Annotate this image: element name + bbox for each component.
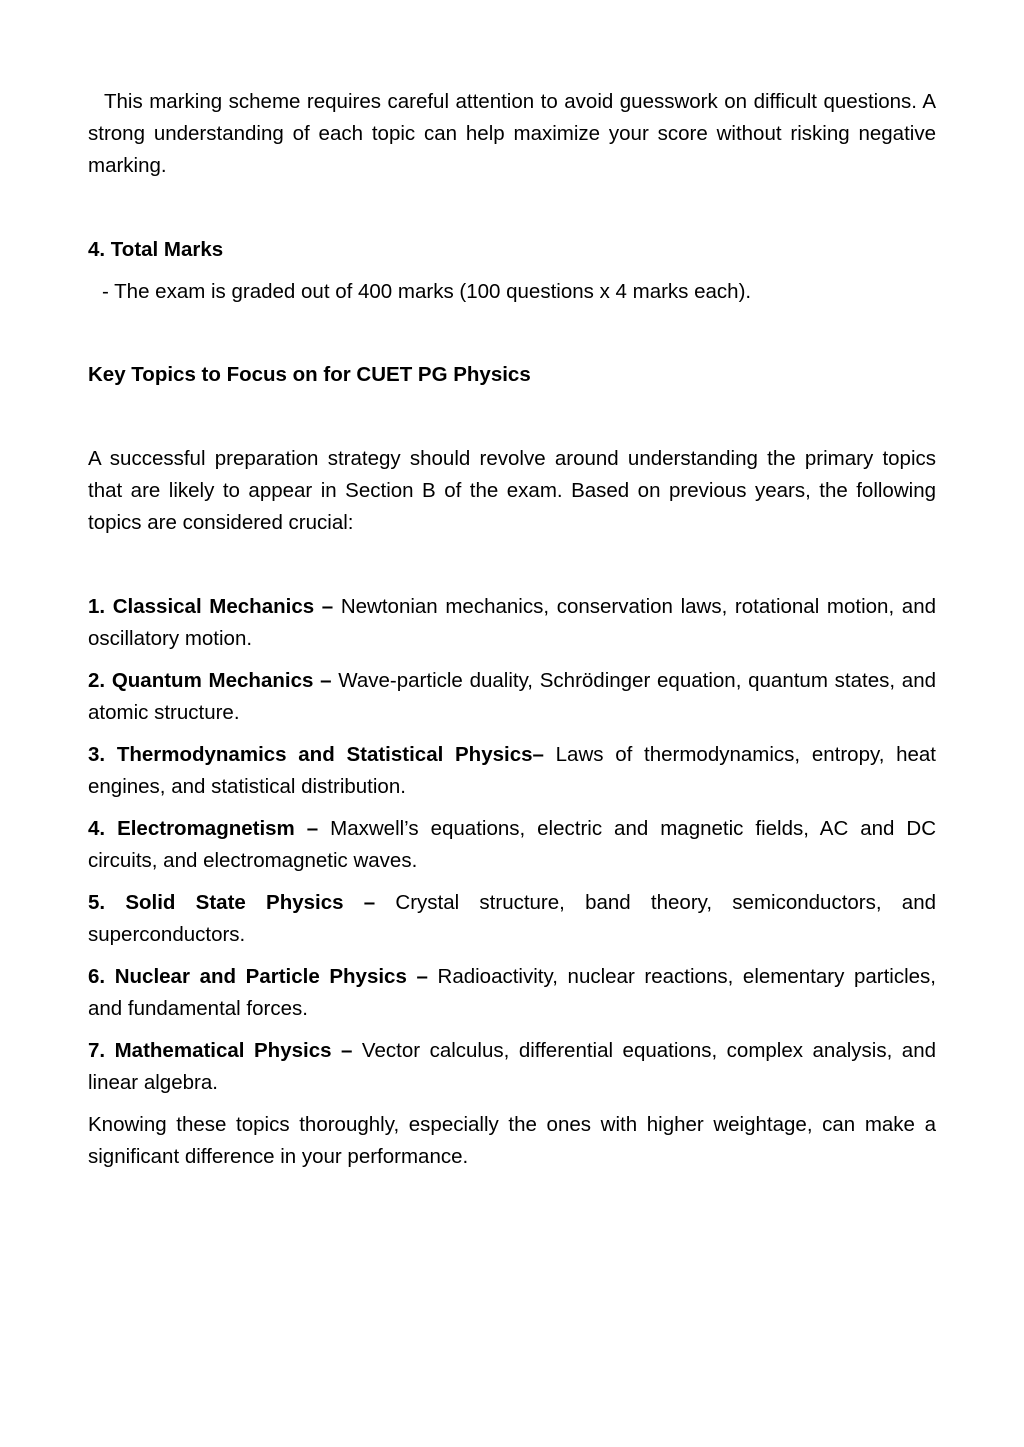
topic-description: Newtonian mechanics, conservation laws, rotational motion, and oscillatory motion. <box>88 595 936 650</box>
closing-paragraph: Knowing these topics thoroughly, especially the ones with higher weightage, can make a significant difference in your performance. <box>88 1113 936 1168</box>
topic-description: Vector calculus, differential equations, complex analysis, and linear algebra. <box>88 1039 936 1094</box>
topic-item-nuclear-particle-physics <box>88 961 936 1025</box>
topic-item-classical-mechanics <box>88 591 936 655</box>
total-marks-detail: - The exam is graded out of 400 marks (100 questions x 4 marks each). <box>102 280 752 303</box>
intro-paragraph: This marking scheme requires careful attention to avoid guesswork on difficult questions. A strong understanding of each topic can help maximize your score without risking negative marking. <box>88 90 936 177</box>
topic-title: 7. Mathematical Physics – <box>88 1039 353 1062</box>
topic-title: 2. Quantum Mechanics – <box>88 669 332 692</box>
topic-description: Crystal structure, band theory, semiconductors, and superconductors. <box>88 891 936 946</box>
topic-item-mathematical-physics <box>88 1035 936 1099</box>
topic-title: 1. Classical Mechanics – <box>88 595 334 618</box>
topic-description: Laws of thermodynamics, entropy, heat engines, and statistical distribution. <box>88 743 937 798</box>
key-topics-heading: Key Topics to Focus on for CUET PG Physics <box>88 363 531 386</box>
topic-item-solid-state-physics <box>88 887 936 951</box>
topic-description: Radioactivity, nuclear reactions, elementary particles, and fundamental forces. <box>88 965 936 1020</box>
topic-title: 3. Thermodynamics and Statistical Physics– <box>88 743 544 766</box>
topic-item-thermodynamics <box>88 739 936 803</box>
document-page <box>88 86 936 1173</box>
topic-item-electromagnetism <box>88 813 936 877</box>
topic-title: 4. Electromagnetism – <box>88 817 319 840</box>
strategy-paragraph: A successful preparation strategy should revolve around understanding the primary topics that are likely to appear in Section B of the exam. Based on previous years, the following topics are considered crucial: <box>88 447 936 534</box>
topic-title: 6. Nuclear and Particle Physics – <box>88 965 428 988</box>
topic-description: Wave-particle duality, Schrödinger equation, quantum states, and atomic structure. <box>88 669 936 724</box>
topic-list <box>88 591 936 1099</box>
topic-title: 5. Solid State Physics – <box>88 891 376 914</box>
topic-item-quantum-mechanics <box>88 665 936 729</box>
topic-description: Maxwell’s equations, electric and magnetic fields, AC and DC circuits, and electromagnetic waves. <box>88 817 936 872</box>
total-marks-heading: 4. Total Marks <box>88 238 224 261</box>
